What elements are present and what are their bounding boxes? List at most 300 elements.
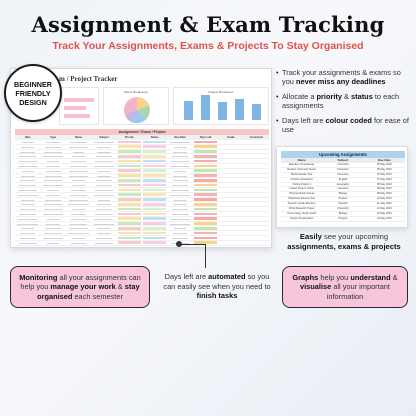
table-cell — [245, 227, 268, 230]
upcoming-cell: 07 May 2022 — [376, 177, 392, 181]
table-cell — [245, 179, 268, 182]
cell-placeholder — [45, 228, 61, 229]
table-cell — [41, 217, 64, 220]
table-header-cell: Status — [150, 136, 159, 139]
cell-placeholder — [172, 185, 189, 186]
table-cell — [245, 150, 268, 153]
table-cell — [245, 145, 268, 148]
table-cell — [245, 213, 268, 216]
table-cell — [168, 217, 191, 220]
cell-placeholder — [95, 161, 113, 162]
table-cell — [194, 169, 217, 172]
table-header-cell: Due Date — [174, 136, 186, 139]
table-cell — [16, 193, 39, 196]
upcoming-cell: Literature — [337, 187, 349, 191]
tracker-table-title: Assignment / Exam / Project — [15, 129, 269, 135]
cell-placeholder — [46, 142, 61, 143]
table-cell — [41, 222, 64, 225]
table-cell — [118, 213, 141, 216]
table-cell — [16, 174, 39, 177]
cell-placeholder — [19, 156, 36, 157]
cell-placeholder — [96, 156, 112, 157]
table-cell — [16, 169, 39, 172]
table-cell — [194, 141, 217, 144]
cell-placeholder — [46, 224, 61, 225]
table-cell — [245, 169, 268, 172]
chart-bar — [218, 102, 227, 120]
upcoming-col-due: Due Date — [377, 158, 391, 162]
table-row — [15, 241, 269, 246]
cell-placeholder — [19, 214, 37, 215]
cell-placeholder — [21, 147, 34, 148]
cell-placeholder — [98, 171, 110, 172]
table-cell — [16, 155, 39, 158]
cell-placeholder — [20, 233, 35, 234]
cell-placeholder — [97, 233, 112, 234]
table-cell — [143, 203, 166, 206]
table-cell — [118, 150, 141, 153]
table-cell — [219, 155, 242, 158]
cell-placeholder — [45, 176, 62, 177]
table-cell — [16, 208, 39, 211]
table-cell — [41, 165, 64, 168]
cell-placeholder — [47, 219, 60, 220]
upcoming-cell: Project Presentation — [289, 216, 314, 220]
table-cell — [67, 232, 90, 235]
table-cell — [118, 169, 141, 172]
table-header-cell: Comments — [249, 136, 264, 139]
cell-placeholder — [96, 180, 111, 181]
table-cell — [143, 174, 166, 177]
cell-placeholder — [97, 147, 110, 148]
table-cell — [143, 184, 166, 187]
page-title: Assignment & Exam Tracking — [31, 12, 385, 37]
upcoming-title: Upcoming Assignments — [281, 151, 405, 158]
table-cell — [67, 237, 90, 240]
cell-placeholder — [19, 185, 36, 186]
table-cell — [194, 184, 217, 187]
table-cell — [118, 179, 141, 182]
cell-placeholder — [46, 171, 61, 172]
table-cell — [92, 169, 115, 172]
table-cell — [41, 189, 64, 192]
table-cell — [41, 179, 64, 182]
cell-placeholder — [20, 152, 35, 153]
table-header-cell: Type — [50, 136, 57, 139]
table-cell — [92, 160, 115, 163]
table-cell — [92, 145, 115, 148]
table-cell — [67, 174, 90, 177]
table-header-cell: Date — [24, 136, 31, 139]
cell-placeholder — [70, 166, 87, 167]
table-cell — [194, 198, 217, 201]
table-cell — [67, 217, 90, 220]
table-cell — [92, 217, 115, 220]
table-cell — [41, 203, 64, 206]
table-cell — [118, 241, 141, 244]
table-cell — [118, 227, 141, 230]
table-cell — [67, 165, 90, 168]
upcoming-cell: 11 May 2022 — [376, 202, 392, 206]
upcoming-cell: Chemistry — [337, 207, 349, 211]
cell-placeholder — [174, 200, 186, 201]
cell-placeholder — [44, 209, 63, 210]
table-cell — [118, 189, 141, 192]
cell-placeholder — [96, 185, 113, 186]
table-cell — [219, 232, 242, 235]
table-cell — [118, 232, 141, 235]
table-cell — [16, 217, 39, 220]
beginner-friendly-badge — [4, 64, 62, 122]
table-cell — [41, 241, 64, 244]
table-cell — [67, 145, 90, 148]
table-cell — [194, 189, 217, 192]
table-cell — [143, 208, 166, 211]
cell-placeholder — [18, 195, 38, 196]
table-header-cell: Grade — [227, 136, 235, 139]
table-cell — [143, 141, 166, 144]
table-cell — [16, 189, 39, 192]
table-cell — [219, 208, 242, 211]
table-cell — [67, 184, 90, 187]
table-cell — [219, 217, 242, 220]
table-cell — [41, 155, 64, 158]
cell-placeholder — [43, 214, 64, 215]
upcoming-cell: Physics — [338, 197, 348, 201]
cell-placeholder — [43, 238, 62, 239]
cell-placeholder — [47, 161, 59, 162]
table-cell — [219, 227, 242, 230]
cell-placeholder — [17, 224, 38, 225]
table-cell — [219, 160, 242, 163]
cell-placeholder — [72, 156, 85, 157]
pie-svg — [104, 88, 170, 126]
table-cell — [16, 241, 39, 244]
table-cell — [168, 189, 191, 192]
table-cell — [118, 198, 141, 201]
table-cell — [245, 184, 268, 187]
cell-placeholder — [72, 209, 85, 210]
table-cell — [219, 222, 242, 225]
table-cell — [219, 145, 242, 148]
table-cell — [168, 203, 191, 206]
table-cell — [168, 237, 191, 240]
upcoming-cell: 07 May 2022 — [376, 172, 392, 176]
cell-placeholder — [47, 243, 59, 244]
cell-placeholder — [70, 142, 88, 143]
progress-bars-box — [59, 87, 99, 125]
table-cell — [168, 222, 191, 225]
upcoming-assignments-card — [276, 146, 408, 228]
cell-placeholder — [68, 233, 89, 234]
upcoming-cell: Immunology Study Cards — [287, 211, 317, 215]
upcoming-cell: 05 May 2022 — [376, 163, 392, 166]
cell-placeholder — [21, 200, 34, 201]
upcoming-cell: Berlin Debate Test — [291, 172, 313, 176]
table-cell — [16, 227, 39, 230]
table-cell — [143, 222, 166, 225]
cell-placeholder — [170, 224, 190, 225]
table-cell — [92, 198, 115, 201]
cell-placeholder — [170, 166, 189, 167]
table-cell — [245, 165, 268, 168]
cell-placeholder — [21, 228, 34, 229]
table-cell — [143, 150, 166, 153]
pointer-line — [180, 244, 206, 245]
table-cell — [219, 179, 242, 182]
table-cell — [194, 165, 217, 168]
chart-bar — [184, 101, 193, 121]
upcoming-cell: Biology — [338, 211, 348, 215]
cell-placeholder — [172, 156, 188, 157]
cell-placeholder — [170, 142, 191, 143]
table-cell — [168, 155, 191, 158]
table-cell — [67, 179, 90, 182]
table-cell — [143, 145, 166, 148]
table-cell — [16, 213, 39, 216]
cell-placeholder — [95, 243, 113, 244]
upcoming-cell: Write Research Paper — [288, 207, 315, 211]
table-cell — [168, 179, 191, 182]
table-cell — [67, 150, 90, 153]
chart-bar — [252, 104, 261, 120]
upcoming-cell: Reactor Chemistry Exam — [287, 167, 317, 171]
cell-placeholder — [21, 204, 35, 205]
table-cell — [194, 203, 217, 206]
cell-placeholder — [172, 238, 188, 239]
cell-placeholder — [94, 166, 114, 167]
table-cell — [219, 169, 242, 172]
table-cell — [41, 208, 64, 211]
table-cell — [92, 141, 115, 144]
upcoming-caption: Easily see your upcoming assignments, exams & projects — [287, 232, 401, 251]
graphs-callout: Graphs help you understand & visualise all your important information — [282, 266, 408, 308]
table-cell — [92, 232, 115, 235]
table-cell — [92, 165, 115, 168]
cell-placeholder — [43, 156, 63, 157]
table-cell — [219, 203, 242, 206]
table-header-cell: Days Left — [199, 136, 212, 139]
table-cell — [118, 155, 141, 158]
table-cell — [92, 184, 115, 187]
table-header-cell: Subject — [99, 136, 109, 139]
upcoming-cell: Criticism Questions — [290, 177, 313, 181]
cell-placeholder — [44, 180, 62, 181]
table-cell — [118, 141, 141, 144]
cell-placeholder — [173, 180, 188, 181]
cell-placeholder — [70, 224, 88, 225]
cell-placeholder — [173, 233, 187, 234]
cell-placeholder — [44, 152, 62, 153]
cell-placeholder — [72, 185, 86, 186]
table-cell — [16, 145, 39, 148]
table-cell — [143, 165, 166, 168]
table-cell — [41, 184, 64, 187]
table-cell — [16, 237, 39, 240]
table-cell — [194, 145, 217, 148]
cell-placeholder — [43, 185, 63, 186]
cell-placeholder — [46, 166, 60, 167]
upcoming-cell: Linked Project Online — [289, 187, 314, 191]
cell-placeholder — [96, 238, 112, 239]
cell-placeholder — [71, 161, 86, 162]
upcoming-cell: 12 May 2022 — [376, 207, 392, 211]
table-cell — [194, 179, 217, 182]
upcoming-rows — [281, 163, 405, 222]
table-cell — [168, 184, 191, 187]
cell-placeholder — [20, 180, 35, 181]
cell-placeholder — [173, 204, 187, 205]
table-cell — [219, 174, 242, 177]
table-cell — [41, 141, 64, 144]
cell-placeholder — [174, 228, 187, 229]
cell-placeholder — [174, 147, 187, 148]
table-cell — [92, 237, 115, 240]
table-cell — [143, 198, 166, 201]
table-cell — [67, 193, 90, 196]
table-cell — [92, 208, 115, 211]
cell-placeholder — [70, 195, 87, 196]
upcoming-cell: Reaction Times Essay — [288, 163, 315, 166]
cell-placeholder — [20, 209, 36, 210]
table-cell — [41, 193, 64, 196]
table-cell — [194, 174, 217, 177]
upcoming-col-name: Name — [297, 158, 306, 162]
cell-placeholder — [94, 224, 115, 225]
table-cell — [219, 141, 242, 144]
table-cell — [194, 217, 217, 220]
table-cell — [16, 160, 39, 163]
table-cell — [245, 193, 268, 196]
cell-placeholder — [71, 214, 85, 215]
table-cell — [168, 169, 191, 172]
cell-placeholder — [69, 176, 89, 177]
table-cell — [143, 160, 166, 163]
table-cell — [168, 150, 191, 153]
table-cell — [168, 198, 191, 201]
cell-placeholder — [94, 219, 113, 220]
table-cell — [41, 174, 64, 177]
table-cell — [118, 165, 141, 168]
table-cell — [168, 213, 191, 216]
table-cell — [92, 150, 115, 153]
cell-placeholder — [71, 219, 87, 220]
table-cell — [168, 208, 191, 211]
cell-placeholder — [44, 233, 62, 234]
table-cell — [219, 184, 242, 187]
table-cell — [194, 193, 217, 196]
table-cell — [245, 198, 268, 201]
cell-placeholder — [94, 195, 114, 196]
table-cell — [16, 179, 39, 182]
table-cell — [118, 193, 141, 196]
table-cell — [41, 227, 64, 230]
table-cell — [16, 150, 39, 153]
cell-placeholder — [173, 176, 186, 177]
table-cell — [41, 232, 64, 235]
cell-placeholder — [69, 200, 88, 201]
table-cell — [168, 174, 191, 177]
table-cell — [41, 150, 64, 153]
subject-bar-chart — [173, 87, 269, 125]
table-cell — [92, 222, 115, 225]
table-cell — [143, 241, 166, 244]
cell-placeholder — [173, 152, 188, 153]
bullet-deadlines: • Track your assignments & exams so you never miss any deadlines — [276, 68, 401, 87]
upcoming-cell: 09 May 2022 — [376, 192, 392, 196]
table-cell — [41, 198, 64, 201]
cell-placeholder — [45, 200, 61, 201]
cell-placeholder — [47, 190, 59, 191]
cell-placeholder — [18, 166, 38, 167]
cell-placeholder — [95, 214, 112, 215]
table-cell — [219, 189, 242, 192]
cell-placeholder — [171, 161, 189, 162]
table-cell — [16, 184, 39, 187]
cell-placeholder — [69, 171, 87, 172]
table-cell — [219, 165, 242, 168]
table-cell — [118, 217, 141, 220]
upcoming-cell: 08 May 2022 — [376, 182, 392, 186]
table-cell — [245, 174, 268, 177]
cell-placeholder — [172, 214, 189, 215]
upcoming-cell: 09 May 2022 — [376, 187, 392, 191]
cell-placeholder — [21, 176, 35, 177]
chart-bar — [235, 99, 244, 120]
upcoming-cell: Geography — [336, 182, 350, 186]
table-cell — [16, 165, 39, 168]
table-cell — [118, 222, 141, 225]
upcoming-cell: Biology — [338, 192, 348, 196]
table-cell — [194, 232, 217, 235]
table-cell — [168, 232, 191, 235]
table-cell — [219, 193, 242, 196]
table-cell — [67, 203, 90, 206]
upcoming-cell: Photosynthesis Essay — [288, 192, 315, 196]
table-cell — [118, 160, 141, 163]
cell-placeholder — [96, 209, 112, 210]
table-cell — [92, 155, 115, 158]
cell-placeholder — [171, 219, 190, 220]
table-cell — [41, 169, 64, 172]
cell-placeholder — [97, 152, 112, 153]
table-cell — [143, 155, 166, 158]
table-header-cell: Name — [74, 136, 83, 139]
table-cell — [67, 189, 90, 192]
table-cell — [67, 222, 90, 225]
cell-placeholder — [97, 228, 110, 229]
table-cell — [67, 169, 90, 172]
table-cell — [16, 141, 39, 144]
table-cell — [245, 160, 268, 163]
table-cell — [219, 237, 242, 240]
table-cell — [143, 169, 166, 172]
table-cell — [245, 237, 268, 240]
table-cell — [245, 203, 268, 206]
table-cell — [67, 208, 90, 211]
page-subtitle: Track Your Assignments, Exams & Projects To Stay Organised — [52, 40, 364, 52]
upcoming-cell: Outline Project 1 — [292, 182, 312, 186]
table-cell — [143, 179, 166, 182]
table-cell — [118, 174, 141, 177]
cell-placeholder — [22, 171, 34, 172]
feature-bullets — [276, 68, 412, 139]
table-cell — [143, 237, 166, 240]
cell-placeholder — [46, 195, 60, 196]
table-cell — [143, 232, 166, 235]
table-cell — [194, 227, 217, 230]
cell-placeholder — [69, 228, 88, 229]
